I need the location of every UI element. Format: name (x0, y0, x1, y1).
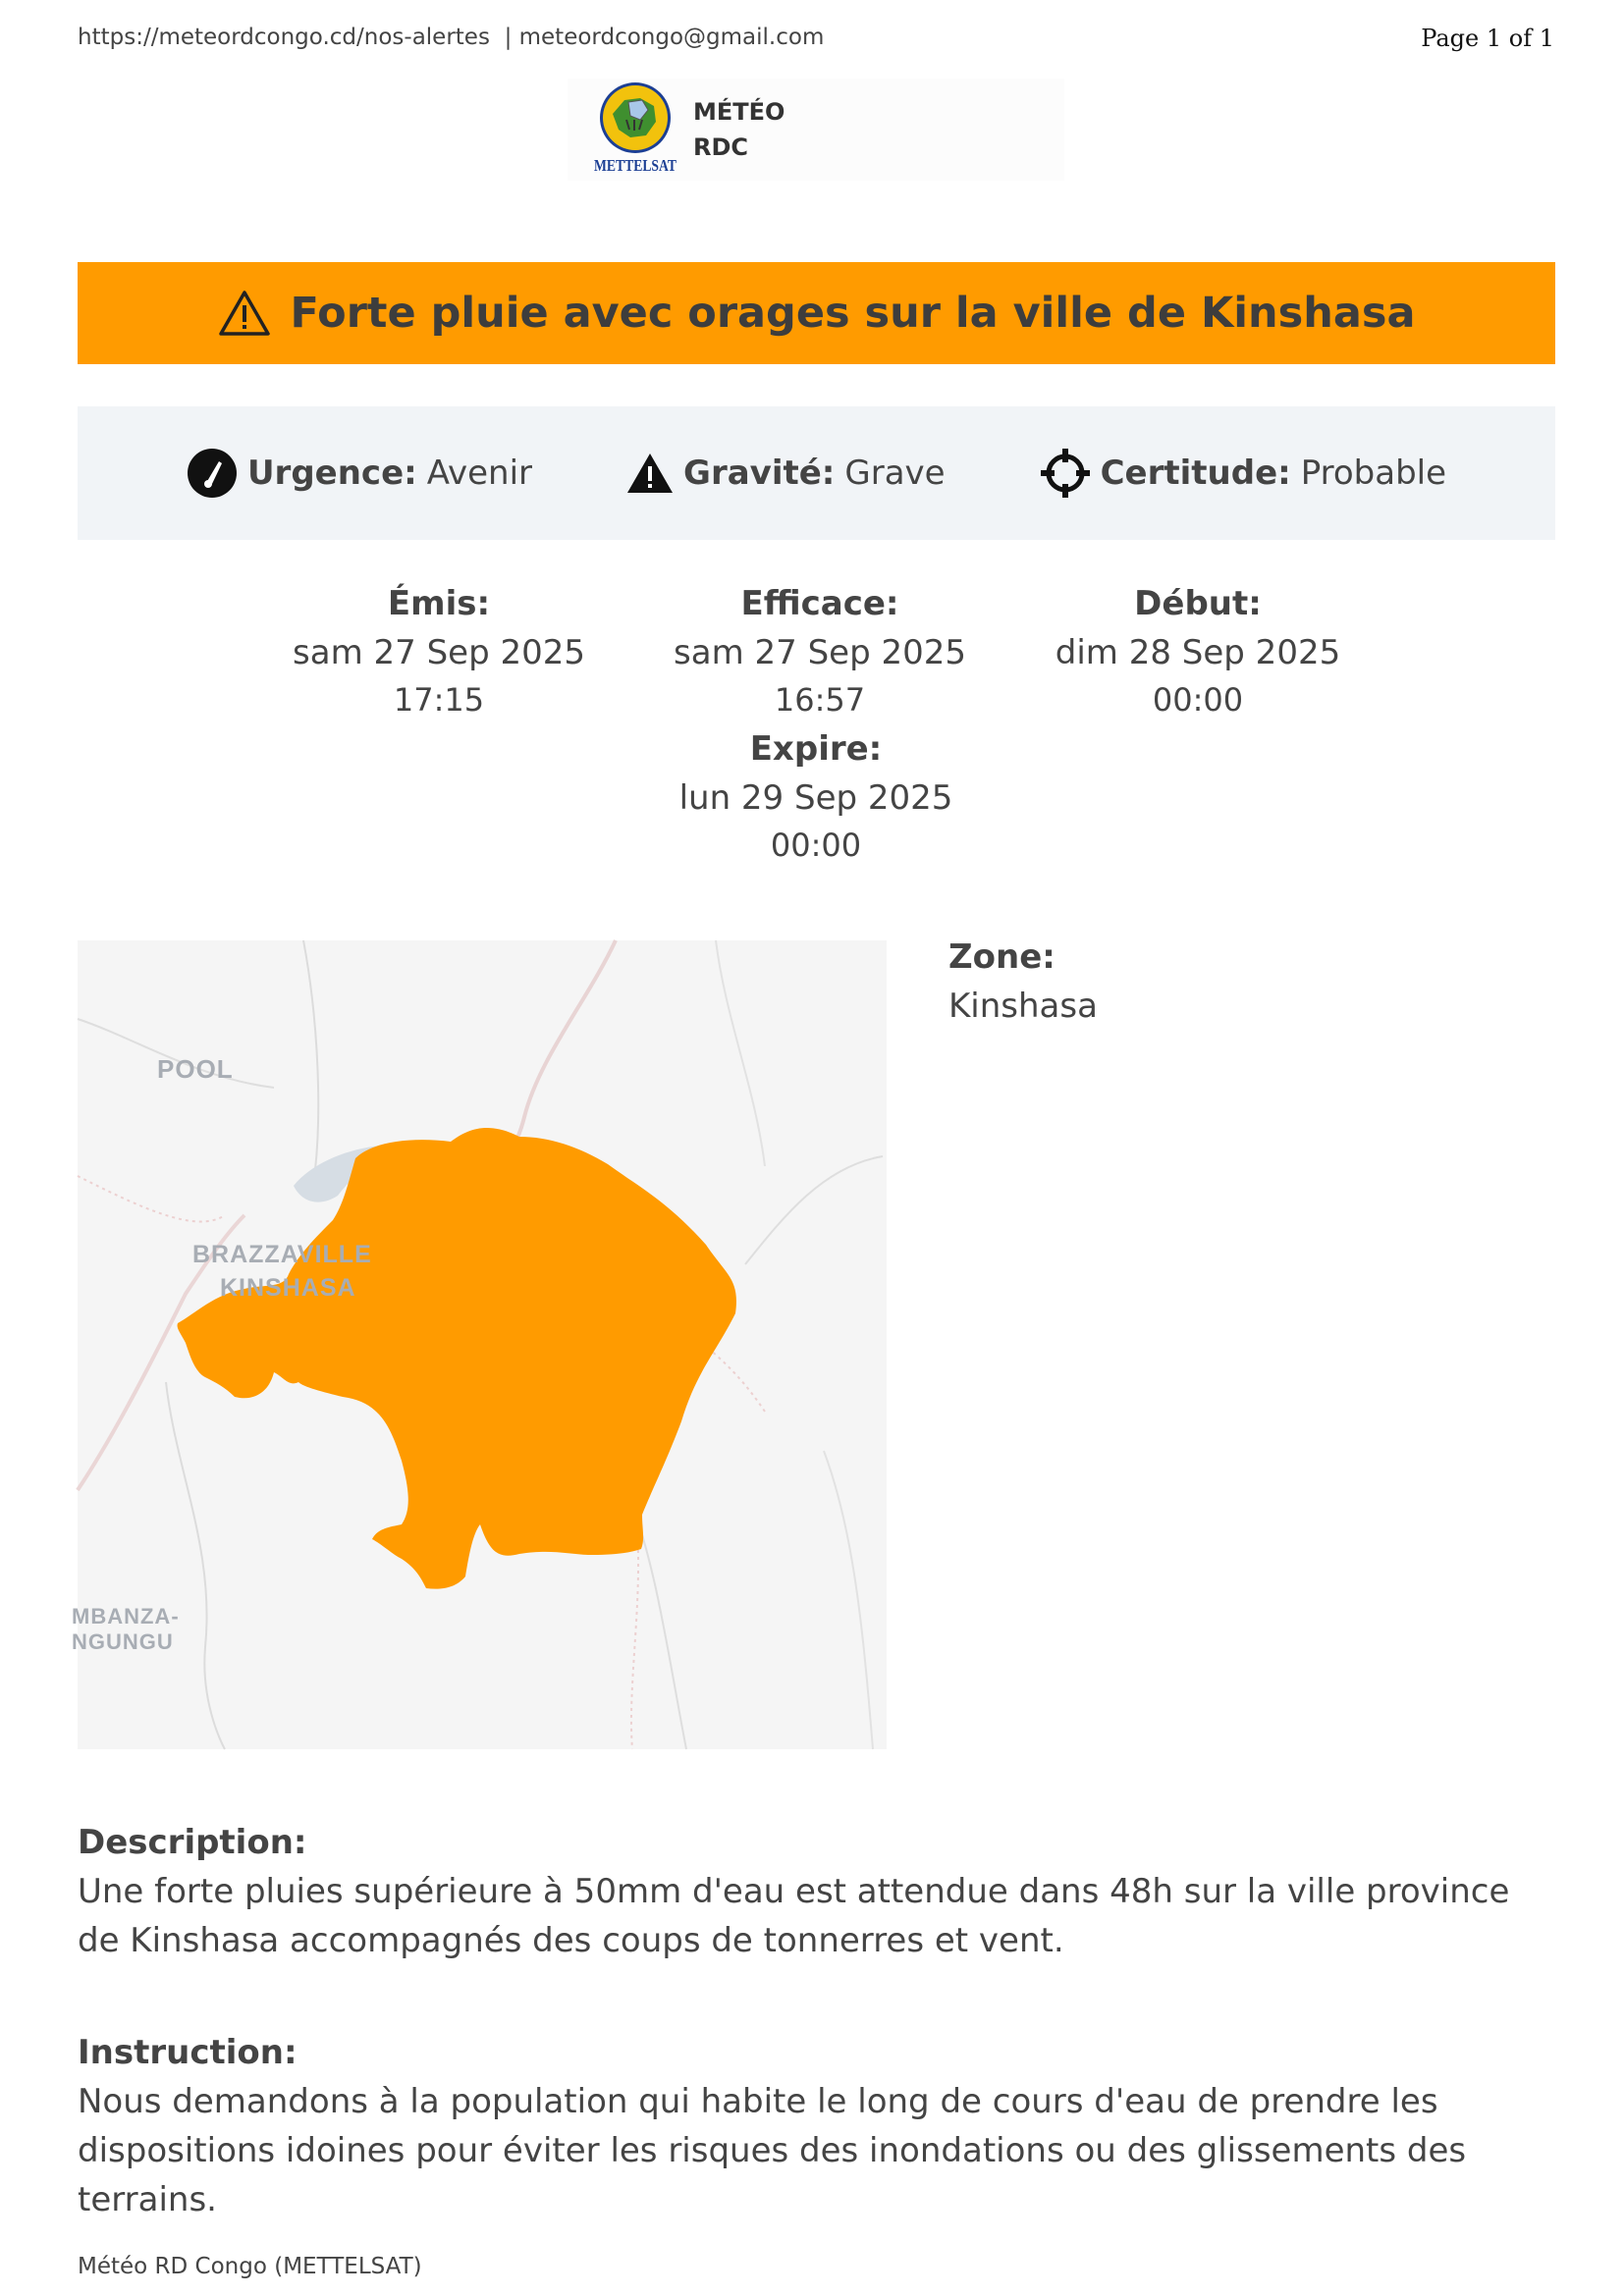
urgency-item (187, 448, 532, 499)
logo-line-2: RDC (693, 133, 749, 161)
issued-label: Émis: (387, 584, 491, 623)
map-label-ngungu: NGUNGU (72, 1629, 174, 1654)
map-canvas (72, 940, 887, 1749)
certainty-value: Probable (1300, 454, 1447, 493)
alert-title: Forte pluie avec orages sur la ville de Kinshasa (290, 289, 1416, 338)
instruction-text: Nous demandons à la population qui habite le long de cours d'eau de prendre les dispositions idoines pour éviter les risques des inondations ou des glissements des terrains. (78, 2082, 1467, 2219)
effective-block (643, 579, 997, 722)
contact-email[interactable]: | meteordcongo@gmail.com (504, 25, 825, 50)
crosshairs-icon (1040, 448, 1091, 499)
description-text: Une forte pluies supérieure à 50mm d'eau est attendue dans 48h sur la ville province de Kinshasa accompagnés des coups de tonnerres et vent. (78, 1872, 1510, 1960)
warning-triangle-icon (218, 289, 271, 338)
site-url[interactable]: https://meteordcongo.cd/nos-alertes (78, 25, 490, 50)
issued-date: sam 27 Sep 2025 (293, 633, 585, 672)
page-header-left (78, 25, 824, 50)
effective-date: sam 27 Sep 2025 (674, 633, 966, 672)
onset-date: dim 28 Sep 2025 (1055, 633, 1341, 672)
page-footer: Météo RD Congo (METTELSAT) (78, 2254, 422, 2279)
onset-label: Début: (1134, 584, 1262, 623)
zone-block (948, 933, 1098, 1031)
logo-brand-text: METTELSAT (594, 156, 677, 175)
logo-text (693, 94, 785, 165)
effective-label: Efficace: (740, 584, 899, 623)
alert-area-map[interactable] (72, 940, 887, 1749)
alert-banner (78, 262, 1555, 364)
urgency-value: Avenir (426, 454, 533, 493)
mettelsat-logo (568, 79, 1064, 181)
zone-label: Zone: (948, 937, 1056, 977)
severity-item (626, 452, 946, 495)
map-label-pool: POOL (157, 1054, 234, 1084)
description-section (78, 1818, 1555, 1965)
instruction-section (78, 2028, 1555, 2224)
mettelsat-emblem-icon (591, 80, 679, 175)
zone-value: Kinshasa (948, 987, 1098, 1026)
severity-value: Grave (844, 454, 946, 493)
alert-meta-bar (78, 406, 1555, 540)
expires-label: Expire: (749, 729, 883, 769)
expires-time: 00:00 (770, 827, 862, 864)
page-number: Page 1 of 1 (1421, 25, 1554, 52)
logo-line-1: MÉTÉO (693, 98, 785, 126)
instruction-label: Instruction: (78, 2033, 298, 2072)
urgency-label: Urgence: (246, 454, 417, 493)
certainty-label: Certitude: (1100, 454, 1291, 493)
expires-date: lun 29 Sep 2025 (678, 778, 953, 818)
expires-block (639, 724, 993, 868)
certainty-item (1040, 448, 1446, 499)
effective-time: 16:57 (774, 681, 866, 719)
map-label-brazzaville: BRAZZAVILLE (192, 1241, 372, 1268)
issued-time: 17:15 (393, 681, 485, 719)
map-label-kinshasa: KINSHASA (220, 1274, 356, 1302)
description-label: Description: (78, 1823, 307, 1862)
onset-block (1021, 579, 1375, 722)
warning-filled-icon (626, 452, 674, 495)
issued-block (262, 579, 616, 722)
map-label-mbanza: MBANZA- (72, 1604, 180, 1629)
severity-label: Gravité: (683, 454, 836, 493)
onset-time: 00:00 (1152, 681, 1244, 719)
gauge-icon (187, 448, 238, 499)
